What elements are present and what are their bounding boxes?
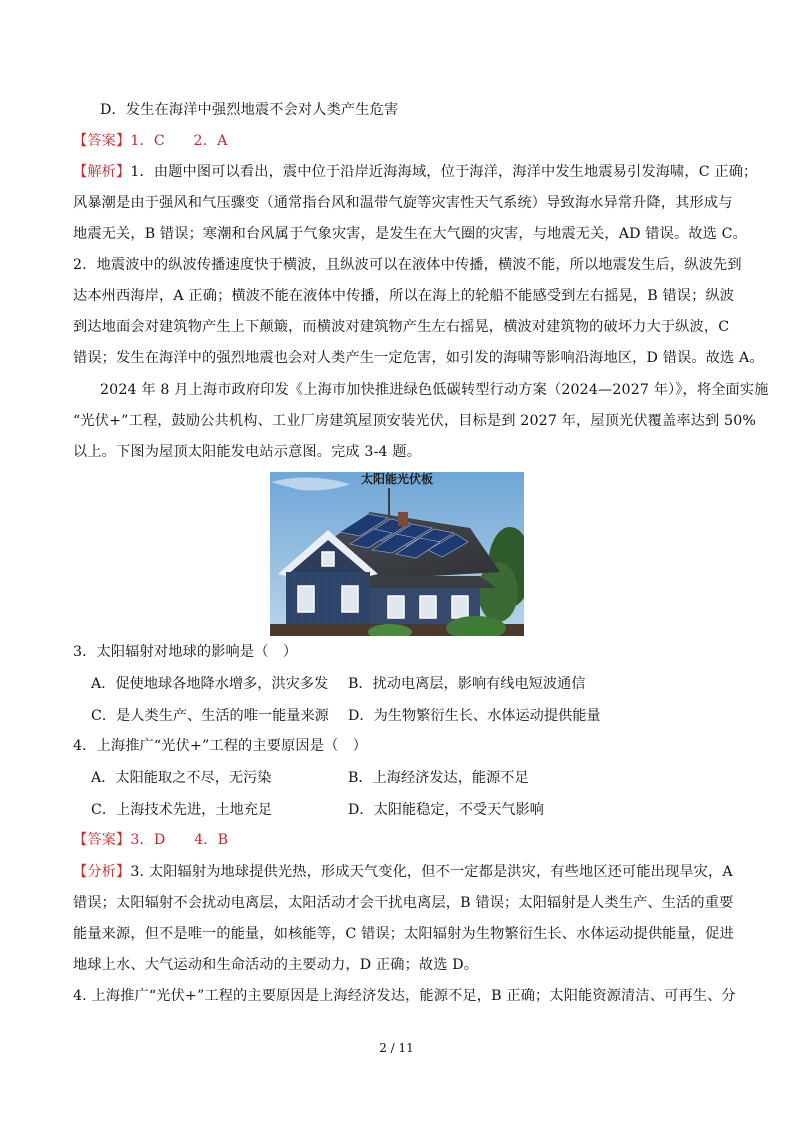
q3-option-a: A．促使地球各地降水增多，洪灾多发 bbox=[91, 676, 329, 692]
analysis-tag: 【分析】 bbox=[73, 864, 131, 880]
analysis-text: 3. 太阳辐射为地球提供光热，形成天气变化，但不一定都是洪灾，有些地区还可能出现旱灾，A bbox=[130, 864, 733, 880]
q3-option-c: C．是人类生产、生活的唯一能量来源 bbox=[91, 708, 329, 724]
q4-option-b: B．上海经济发达，能源不足 bbox=[348, 770, 529, 786]
analysis-line: 地球上水、大气运动和生命活动的主要动力，D 正确；故选 D。 bbox=[73, 957, 479, 973]
solar-house-photo bbox=[270, 472, 524, 636]
analysis-line: 错误；太阳辐射不会扰动电离层，太阳活动才会干扰电离层，B 错误；太阳辐射是人类生产、生活的重要 bbox=[73, 895, 734, 911]
answer-tag: 【答案】 bbox=[73, 832, 131, 848]
analysis-line bbox=[73, 162, 757, 182]
q4-option-d: D．太阳能稳定，不受天气影响 bbox=[348, 802, 544, 818]
q3-stem: 3．太阳辐射对地球的影响是（ ） bbox=[73, 644, 298, 660]
analysis-line: 4. 上海推广“光伏+”工程的主要原因是上海经济发达，能源不足，B 正确；太阳能资源清洁、可再生、分 bbox=[73, 988, 736, 1004]
answer-text: 1．C 2．A bbox=[130, 133, 228, 149]
answer-line-1 bbox=[73, 131, 227, 151]
d-option-line: D．发生在海洋中强烈地震不会对人类产生危害 bbox=[100, 102, 399, 118]
analysis-tag: 【解析】 bbox=[73, 164, 131, 180]
analysis-line: 错误；发生在海洋中的强烈地震也会对人类产生一定危害，如引发的海啸等影响沿海地区，D 错误。故选 A。 bbox=[73, 350, 764, 366]
answer-line-2 bbox=[73, 830, 228, 850]
analysis-line bbox=[73, 862, 733, 882]
passage-line: “光伏+”工程，鼓励公共机构、工业厂房建筑屋顶安装光伏，目标是到 2027 年，屋顶光伏覆盖率达到 50% bbox=[73, 413, 757, 429]
q4-option-a: A．太阳能取之不尽，无污染 bbox=[91, 770, 272, 786]
analysis-line: 2．地震波中的纵波传播速度快于横波，且纵波可以在液体中传播，横波不能，所以地震发生后，纵波先到 bbox=[73, 257, 742, 273]
answer-tag: 【答案】 bbox=[73, 133, 131, 149]
q4-option-c: C．上海技术先进，土地充足 bbox=[91, 802, 273, 818]
analysis-line: 到达地面会对建筑物产生上下颠簸，而横波对建筑物产生左右摇晃，横波对建筑物的破坏力大于纵波，C bbox=[73, 319, 730, 335]
q3-option-d: D．为生物繁衍生长、水体运动提供能量 bbox=[348, 708, 601, 724]
analysis-line: 达本州西海岸，A 正确；横波不能在液体中传播，所以在海上的轮船不能感受到左右摇晃，B 错误；纵波 bbox=[73, 288, 735, 304]
analysis-line: 地震无关，B 错误；寒潮和台风属于气象灾害，是发生在大气圈的灾害，与地震无关，AD 错误。故选 C。 bbox=[73, 226, 747, 242]
q4-stem: 4．上海推广“光伏+”工程的主要原因是（ ） bbox=[73, 738, 368, 754]
q3-option-b: B．扰动电离层，影响有线电短波通信 bbox=[348, 676, 586, 692]
figure-caption: 太阳能光伏板 bbox=[360, 472, 433, 486]
analysis-line: 风暴潮是由于强风和气压骤变（通常指台风和温带气旋等灾害性天气系统）导致海水异常升降，其形成与 bbox=[73, 195, 733, 211]
passage-line: 以上。下图为屋顶太阳能发电站示意图。完成 3-4 题。 bbox=[73, 444, 422, 460]
page-number: 2 / 11 bbox=[379, 1041, 414, 1055]
analysis-line: 能量来源，但不是唯一的能量，如核能等，C 错误；太阳辐射为生物繁衍生长、水体运动提供能量，促进 bbox=[73, 926, 734, 942]
analysis-text: 1．由题中图可以看出，震中位于沿岸近海海域，位于海洋，海洋中发生地震易引发海啸，C 正确； bbox=[130, 164, 758, 180]
passage-line: 2024 年 8 月上海市政府印发《上海市加快推进绿色低碳转型行动方案（2024—2027 年）》，将全面实施 bbox=[100, 382, 769, 398]
answer-text: 3．D 4．B bbox=[130, 832, 229, 848]
